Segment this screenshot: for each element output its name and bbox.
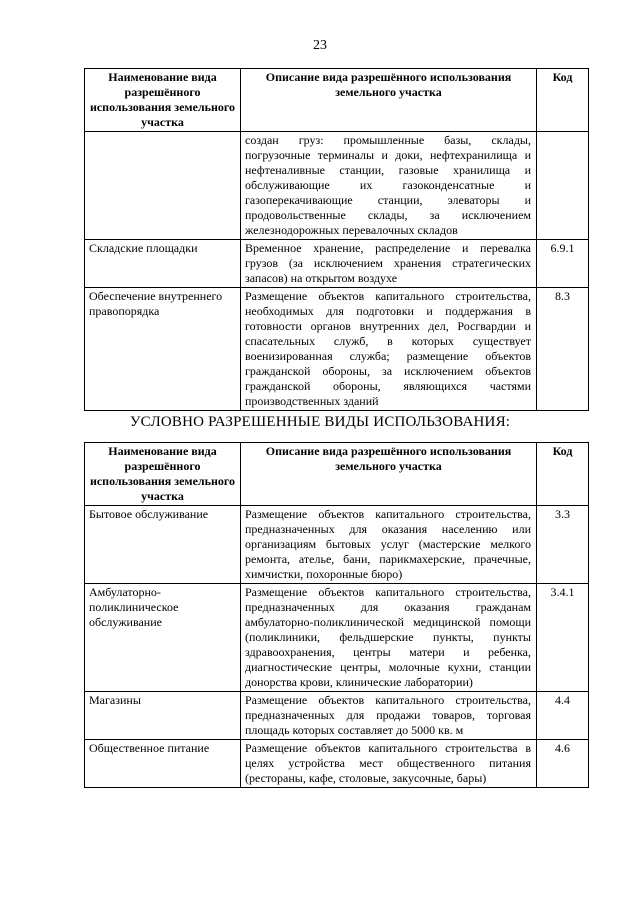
row-name: Амбулаторно-поликлиническое обслуживание	[85, 584, 241, 692]
table-row	[85, 584, 589, 692]
row-code: 4.4	[537, 692, 589, 740]
row-code	[537, 132, 589, 240]
row-name	[85, 132, 241, 240]
row-code: 3.4.1	[537, 584, 589, 692]
table-header-row	[85, 69, 589, 132]
table-row	[85, 506, 589, 584]
table-row	[85, 132, 589, 240]
row-code: 4.6	[537, 740, 589, 788]
row-code: 6.9.1	[537, 240, 589, 288]
header-name: Наименование вида разрешённого использования земельного участка	[85, 69, 241, 132]
row-description: Размещение объектов капитального строительства, предназначенных для оказания гражданам амбулаторно-поликлинической медицинской помощи (поликлиники, фельдшерские пункты, пункты здравоохранения, центры матери и ребенка, диагностические центры, молочные кухни, станции донорства крови, клинические лаборатории)	[241, 584, 537, 692]
row-code: 8.3	[537, 288, 589, 411]
row-description: Размещение объектов капитального строительства в целях устройства мест общественного питания (рестораны, кафе, столовые, закусочные, бары)	[241, 740, 537, 788]
header-code: Код	[537, 69, 589, 132]
permitted-uses-table	[84, 68, 589, 411]
row-description: Размещение объектов капитального строительства, предназначенных для продажи товаров, торговая площадь которых составляет до 5000 кв. м	[241, 692, 537, 740]
header-code: Код	[537, 443, 589, 506]
row-name: Бытовое обслуживание	[85, 506, 241, 584]
table-row	[85, 288, 589, 411]
section-heading: УСЛОВНО РАЗРЕШЕННЫЕ ВИДЫ ИСПОЛЬЗОВАНИЯ:	[129, 414, 511, 430]
table-header-row	[85, 443, 589, 506]
row-description: Размещение объектов капитального строительства, необходимых для подготовки и поддержания в готовности органов внутренних дел, Росгвардии и спасательных служб, в которых существует военизированная служба; размещение объектов гражданской обороны, за исключением объектов гражданской обороны, являющихся частями производственных зданий	[241, 288, 537, 411]
row-name: Обеспечение внутреннего правопорядка	[85, 288, 241, 411]
row-name: Складские площадки	[85, 240, 241, 288]
row-name: Магазины	[85, 692, 241, 740]
table-row	[85, 740, 589, 788]
row-description: создан груз: промышленные базы, склады, погрузочные терминалы и доки, нефтехранилища и нефтеналивные станции, газовые хранилища и обслуживающие их газоконденсатные и газоперекачивающие станции, элеваторы и продовольственные склады, за исключением железнодорожных перевалочных складов	[241, 132, 537, 240]
page-number: 23	[313, 38, 327, 53]
row-code: 3.3	[537, 506, 589, 584]
row-description: Размещение объектов капитального строительства, предназначенных для оказания населению или организациям бытовых услуг (мастерские мелкого ремонта, ателье, бани, парикмахерские, прачечные, химчистки, похоронные бюро)	[241, 506, 537, 584]
table-row	[85, 692, 589, 740]
row-description: Временное хранение, распределение и перевалка грузов (за исключением хранения стратегических запасов) на открытом воздухе	[241, 240, 537, 288]
table-row	[85, 240, 589, 288]
conditionally-permitted-uses-table	[84, 442, 589, 788]
header-description: Описание вида разрешённого использования земельного участка	[241, 69, 537, 132]
header-description: Описание вида разрешённого использования земельного участка	[241, 443, 537, 506]
row-name: Общественное питание	[85, 740, 241, 788]
header-name: Наименование вида разрешённого использования земельного участка	[85, 443, 241, 506]
